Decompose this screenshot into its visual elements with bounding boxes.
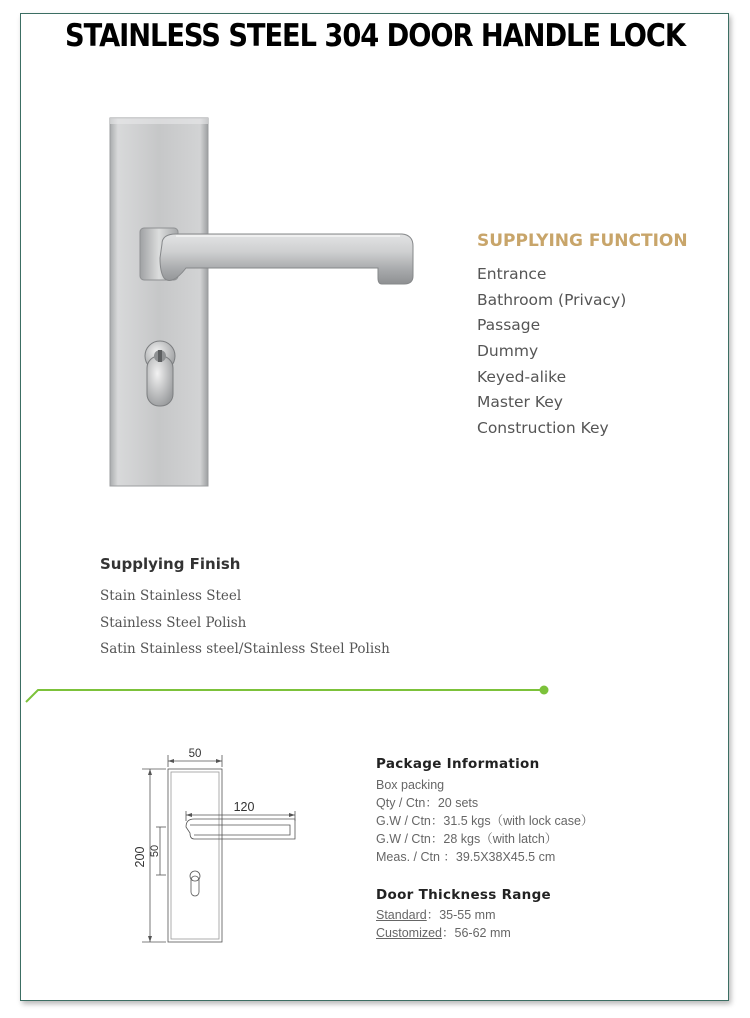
gross-weight-label: G.W / Ctn： bbox=[376, 832, 444, 846]
function-item: Keyed-alike bbox=[477, 367, 567, 386]
finish-item: Stainless Steel Polish bbox=[100, 614, 247, 631]
technical-drawing bbox=[130, 745, 310, 950]
gross-weight-value: 31.5 kgs（with lock case） bbox=[443, 814, 594, 828]
function-item: Passage bbox=[477, 316, 541, 335]
door-handle-lock-image bbox=[100, 108, 430, 498]
offset-dimension-label: 50 bbox=[149, 844, 161, 858]
height-dimension-label: 200 bbox=[133, 846, 147, 868]
function-item: Bathroom (Privacy) bbox=[477, 290, 627, 309]
handle-length-label: 120 bbox=[233, 800, 255, 814]
qty-row bbox=[376, 795, 593, 813]
finish-item: Satin Stainless steel/Stainless Steel Polish bbox=[100, 641, 390, 657]
measurement-value: 39.5X38X45.5 cm bbox=[455, 850, 556, 864]
supplying-finish-list bbox=[100, 587, 390, 667]
door-thickness-heading: Door Thickness Range bbox=[376, 887, 552, 903]
supplying-function-heading: SUPPLYING FUNCTION bbox=[477, 231, 688, 251]
box-packing: Box packing bbox=[376, 778, 445, 792]
gross-weight-row bbox=[376, 831, 593, 849]
function-item: Entrance bbox=[477, 265, 547, 283]
measurement-row bbox=[376, 849, 593, 867]
function-item: Dummy bbox=[477, 342, 539, 361]
qty-value: 20 sets bbox=[437, 796, 479, 810]
customized-label: Customized bbox=[376, 926, 442, 940]
gross-weight-label: G.W / Ctn： bbox=[376, 814, 444, 828]
backplate bbox=[110, 118, 208, 486]
door-thickness-list bbox=[376, 907, 511, 943]
customized-row bbox=[376, 925, 511, 943]
width-dimension-label: 50 bbox=[188, 748, 202, 760]
function-item: Construction Key bbox=[477, 419, 609, 438]
supplying-function-list bbox=[477, 264, 626, 444]
customized-value: ：56-62 mm bbox=[442, 926, 511, 940]
supplying-finish-heading: Supplying Finish bbox=[100, 555, 241, 573]
package-info-list bbox=[376, 777, 593, 867]
measurement-label: Meas. / Ctn ： bbox=[376, 850, 456, 864]
finish-item: Stain Stainless Steel bbox=[100, 588, 242, 604]
gross-weight-row bbox=[376, 813, 593, 831]
function-item: Master Key bbox=[477, 393, 563, 412]
standard-label: Standard bbox=[376, 908, 427, 922]
standard-row bbox=[376, 907, 511, 925]
package-info-heading: Package Information bbox=[376, 756, 540, 772]
section-divider bbox=[24, 680, 554, 706]
standard-value: ：35-55 mm bbox=[426, 908, 496, 922]
gross-weight-value: 28 kgs（with latch） bbox=[443, 832, 558, 846]
page-title: STAINLESS STEEL 304 DOOR HANDLE LOCK bbox=[65, 18, 685, 54]
qty-label: Qty / Ctn： bbox=[376, 796, 438, 810]
key-cylinder bbox=[145, 341, 175, 406]
